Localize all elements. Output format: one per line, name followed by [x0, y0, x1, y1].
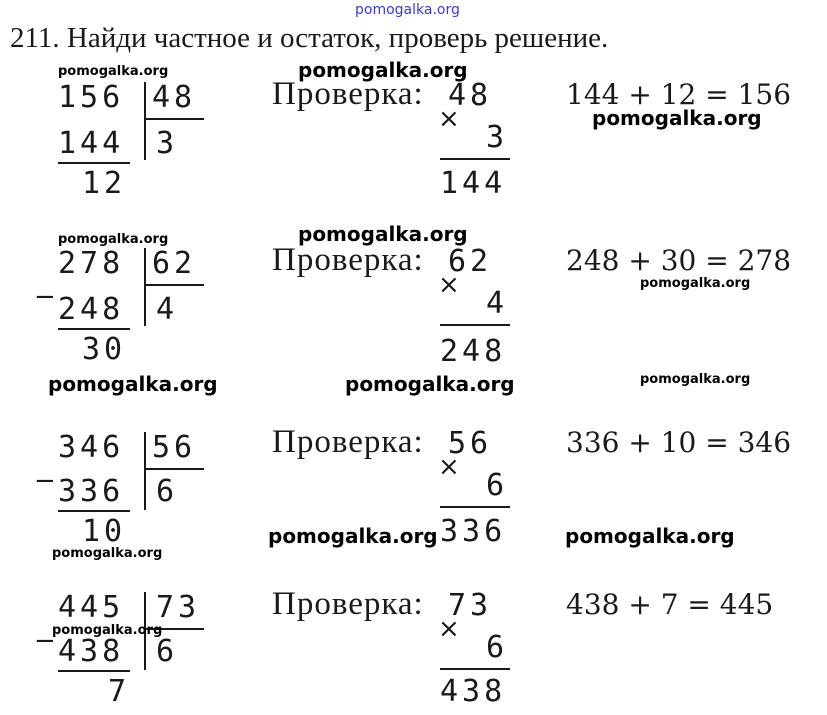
watermark-text: pomogalka.org: [52, 623, 163, 638]
watermark-text: pomogalka.org: [345, 372, 515, 396]
divisor: 48: [152, 80, 197, 115]
remainder: 12: [82, 166, 127, 201]
watermark-text: pomogalka.org: [565, 524, 735, 548]
subtraction-line: [58, 510, 130, 512]
subtraction-line: [58, 328, 130, 330]
quotient: 6: [156, 474, 179, 509]
division-bar: [144, 432, 146, 510]
division-bar: [144, 248, 146, 326]
minus-sign: −: [34, 466, 56, 496]
check-label: Проверка:: [272, 424, 424, 460]
check-label: Проверка:: [272, 586, 424, 622]
subtrahend: 144: [58, 126, 125, 161]
site-header: pomogalka.org: [355, 2, 460, 18]
verification-equation: 144 + 12 = 156: [566, 78, 792, 111]
watermark-text: pomogalka.org: [298, 58, 468, 82]
minus-sign: −: [34, 282, 56, 312]
watermark-text: pomogalka.org: [58, 64, 169, 79]
watermark-text: pomogalka.org: [640, 276, 751, 291]
check-product: 144: [440, 166, 507, 201]
divisor: 73: [156, 590, 201, 625]
subtraction-line: [58, 162, 130, 164]
remainder: 30: [82, 332, 127, 367]
product-line: [440, 158, 510, 160]
watermark-text: pomogalka.org: [58, 232, 169, 247]
times-sign: ×: [438, 104, 460, 134]
check-multiplier: 6: [486, 468, 509, 503]
dividend: 445: [58, 590, 125, 625]
watermark-text: pomogalka.org: [592, 106, 762, 130]
product-line: [440, 324, 510, 326]
verification-equation: 438 + 7 = 445: [566, 588, 774, 621]
check-product: 438: [440, 674, 507, 709]
dividend: 278: [58, 246, 125, 281]
remainder: 7: [108, 674, 131, 709]
check-multiplier: 3: [486, 120, 509, 155]
subtrahend: 438: [58, 634, 125, 669]
watermark-text: pomogalka.org: [298, 222, 468, 246]
quotient: 6: [156, 634, 179, 669]
product-line: [440, 506, 510, 508]
product-line: [440, 668, 510, 670]
subtrahend: 248: [58, 292, 125, 327]
check-label: Проверка:: [272, 242, 424, 278]
watermark-text: pomogalka.org: [52, 546, 163, 561]
exercise-heading: 211. Найди частное и остаток, проверь решение.: [10, 22, 609, 54]
check-label: Проверка:: [272, 76, 424, 112]
check-multiplicand: 48: [448, 78, 493, 113]
verification-equation: 248 + 30 = 278: [566, 244, 792, 277]
dividend: 156: [58, 80, 125, 115]
divisor: 62: [152, 246, 197, 281]
divisor: 56: [152, 430, 197, 465]
divisor-underline: [146, 468, 204, 470]
check-multiplicand: 62: [448, 244, 493, 279]
check-multiplier: 4: [486, 286, 509, 321]
watermark-text: pomogalka.org: [48, 372, 218, 396]
quotient: 4: [156, 292, 179, 327]
dividend: 346: [58, 430, 125, 465]
times-sign: ×: [438, 452, 460, 482]
verification-equation: 336 + 10 = 346: [566, 426, 792, 459]
check-multiplicand: 56: [448, 426, 493, 461]
check-multiplier: 6: [486, 630, 509, 665]
divisor-underline: [146, 118, 204, 120]
times-sign: ×: [438, 270, 460, 300]
watermark-text: pomogalka.org: [268, 524, 438, 548]
subtrahend: 336: [58, 474, 125, 509]
watermark-text: pomogalka.org: [640, 372, 751, 387]
check-product: 248: [440, 334, 507, 369]
subtraction-line: [58, 670, 130, 672]
times-sign: ×: [438, 614, 460, 644]
division-bar: [144, 82, 146, 160]
check-product: 336: [440, 514, 507, 549]
quotient: 3: [156, 126, 179, 161]
check-multiplicand: 73: [448, 588, 493, 623]
remainder: 10: [82, 514, 127, 549]
divisor-underline: [146, 284, 204, 286]
minus-sign: −: [34, 626, 56, 656]
